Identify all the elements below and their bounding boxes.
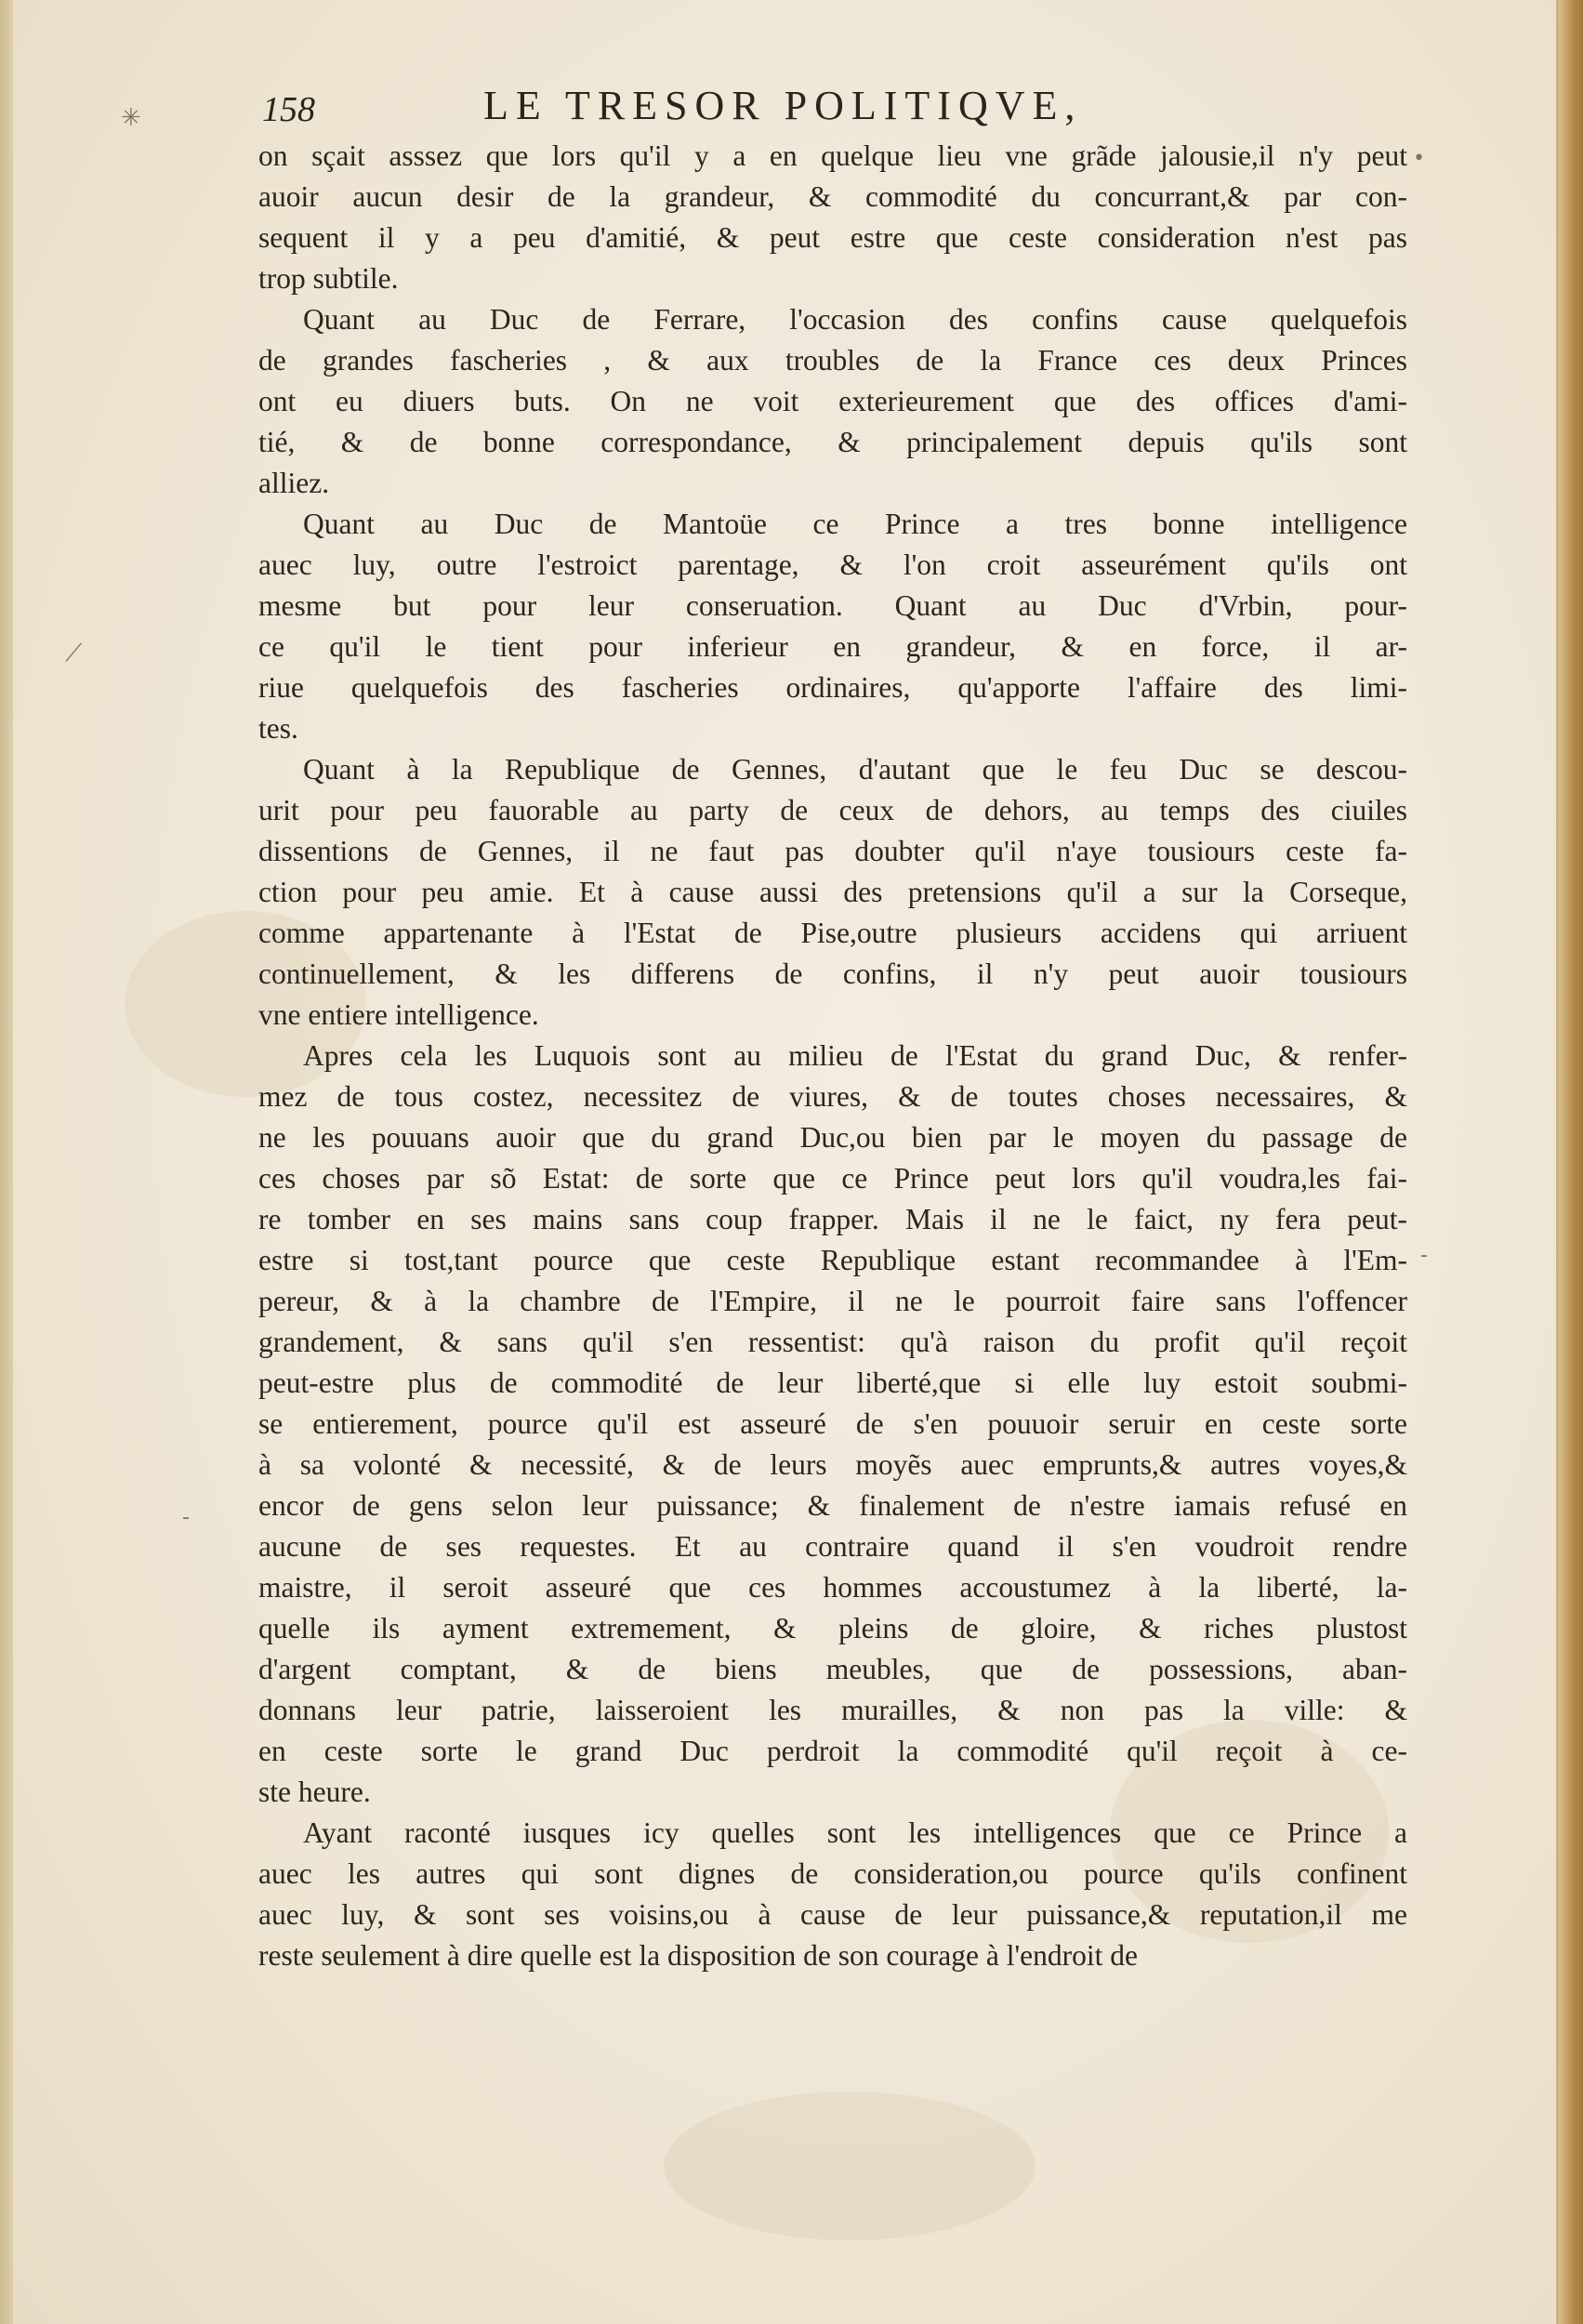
text-line: se entierement, pource qu'il est asseuré de s'en pouuoir seruir en ceste sorte	[258, 1407, 1407, 1440]
text-line: Apres cela les Luquois sont au milieu de l'Estat du grand Duc, & renfer-	[303, 1039, 1407, 1072]
margin-dash: -	[182, 1506, 190, 1529]
text-line: trop subtile.	[258, 262, 399, 295]
paragraph	[258, 299, 1407, 504]
page-gutter-edge	[1559, 0, 1583, 2324]
text-line: peut-estre plus de commodité de leur liberté,que si elle luy estoit soubmi-	[258, 1367, 1407, 1399]
text-line: de grandes fascheries , & aux troubles de la France ces deux Princes	[258, 344, 1407, 376]
text-line: auec les autres qui sont dignes de consideration,ou pource qu'ils confinent	[258, 1857, 1407, 1890]
text-line: riue quelquefois des fascheries ordinaires, qu'apporte l'affaire des limi-	[258, 671, 1407, 704]
text-line: continuellement, & les differens de confins, il n'y peut auoir tousiours	[258, 957, 1407, 990]
paragraph	[258, 1036, 1407, 1813]
text-line: grandement, & sans qu'il s'en ressentist: qu'à raison du profit qu'il reçoit	[258, 1326, 1407, 1358]
paper-stain	[664, 2092, 1036, 2240]
text-line: mez de tous costez, necessitez de viures, & de toutes choses necessaires, &	[258, 1080, 1407, 1113]
body-text	[258, 136, 1407, 1976]
text-line: auec luy, outre l'estroict parentage, & l'on croit asseurément qu'ils ont	[258, 548, 1407, 581]
text-line: auec luy, & sont ses voisins,ou à cause de leur puissance,& reputation,il me	[258, 1898, 1407, 1931]
text-line: quelle ils ayment extremement, & pleins de gloire, & riches plustost	[258, 1612, 1407, 1644]
text-line: tié, & de bonne correspondance, & principalement depuis qu'ils sont	[258, 426, 1407, 458]
margin-ornament: ✳	[121, 104, 141, 132]
text-line: comme appartenante à l'Estat de Pise,outre plusieurs accidens qui arriuent	[258, 917, 1407, 949]
text-line: tes.	[258, 712, 298, 745]
page-header	[240, 82, 1244, 138]
running-title: LE TRESOR POLITIQVE,	[483, 83, 1083, 128]
text-line: sequent il y a peu d'amitié, & peut estre que ceste consideration n'est pas	[258, 221, 1407, 254]
text-line: maistre, il seroit asseuré que ces hommes accoustumez à la liberté, la-	[258, 1571, 1407, 1604]
text-line: alliez.	[258, 467, 330, 499]
text-line: Quant à la Republique de Gennes, d'autant que le feu Duc se descou-	[303, 753, 1407, 786]
text-line: pereur, & à la chambre de l'Empire, il ne le pourroit faire sans l'offencer	[258, 1285, 1407, 1317]
text-line: aucune de ses requestes. Et au contraire quand il s'en voudroit rendre	[258, 1530, 1407, 1563]
text-line: ont eu diuers buts. On ne voit exterieurement que des offices d'ami-	[258, 385, 1407, 417]
text-line: re tomber en ses mains sans coup frapper. Mais il ne le faict, ny fera peut-	[258, 1203, 1407, 1235]
text-line: on sçait asssez que lors qu'il y a en quelque lieu vne grãde jalousie,il n'y peut	[258, 139, 1407, 172]
margin-dash: -	[1420, 1244, 1428, 1267]
text-line: Quant au Duc de Mantoüe ce Prince a tres bonne intelligence	[303, 508, 1407, 540]
text-line: ction pour peu amie. Et à cause aussi des pretensions qu'il a sur la Corseque,	[258, 876, 1407, 908]
text-line: donnans leur patrie, laisseroient les murailles, & non pas la ville: &	[258, 1694, 1407, 1726]
text-line: auoir aucun desir de la grandeur, & commodité du concurrant,& par con-	[258, 180, 1407, 213]
page-number: 158	[262, 90, 315, 129]
text-line: ne les pouuans auoir que du grand Duc,ou bien par le moyen du passage de	[258, 1121, 1407, 1154]
text-line: vne entiere intelligence.	[258, 998, 539, 1031]
paragraph	[258, 749, 1407, 1036]
paragraph	[258, 1813, 1407, 1976]
text-line: dissentions de Gennes, il ne faut pas doubter qu'il n'aye tousiours ceste fa-	[258, 835, 1407, 867]
text-line: estre si tost,tant pource que ceste Republique estant recommandee à l'Em-	[258, 1244, 1407, 1276]
text-line: en ceste sorte le grand Duc perdroit la commodité qu'il reçoit à ce-	[258, 1735, 1407, 1767]
text-line: encor de gens selon leur puissance; & finalement de n'estre iamais refusé en	[258, 1489, 1407, 1522]
text-line: à sa volonté & necessité, & de leurs moyẽs auec emprunts,& autres voyes,&	[258, 1448, 1407, 1481]
text-line: Ayant raconté iusques icy quelles sont les intelligences que ce Prince a	[303, 1816, 1407, 1849]
text-line: ces choses par sõ Estat: de sorte que ce Prince peut lors qu'il voudra,les fai-	[258, 1162, 1407, 1195]
text-line: d'argent comptant, & de biens meubles, que de possessions, aban-	[258, 1653, 1407, 1685]
paragraph	[258, 136, 1407, 299]
text-line: ste heure.	[258, 1776, 371, 1808]
text-line: ce qu'il le tient pour inferieur en grandeur, & en force, il ar-	[258, 630, 1407, 663]
paragraph	[258, 504, 1407, 749]
text-line: reste seulement à dire quelle est la disposition de son courage à l'endroit de	[258, 1939, 1138, 1972]
text-line: mesme but pour leur conseruation. Quant au Duc d'Vrbin, pour-	[258, 589, 1407, 622]
text-line: Quant au Duc de Ferrare, l'occasion des confins cause quelquefois	[303, 303, 1407, 336]
text-line: urit pour peu fauorable au party de ceux de dehors, au temps des ciuiles	[258, 794, 1407, 826]
margin-mark: ⟋	[65, 640, 83, 667]
margin-dot: •	[1413, 147, 1425, 170]
